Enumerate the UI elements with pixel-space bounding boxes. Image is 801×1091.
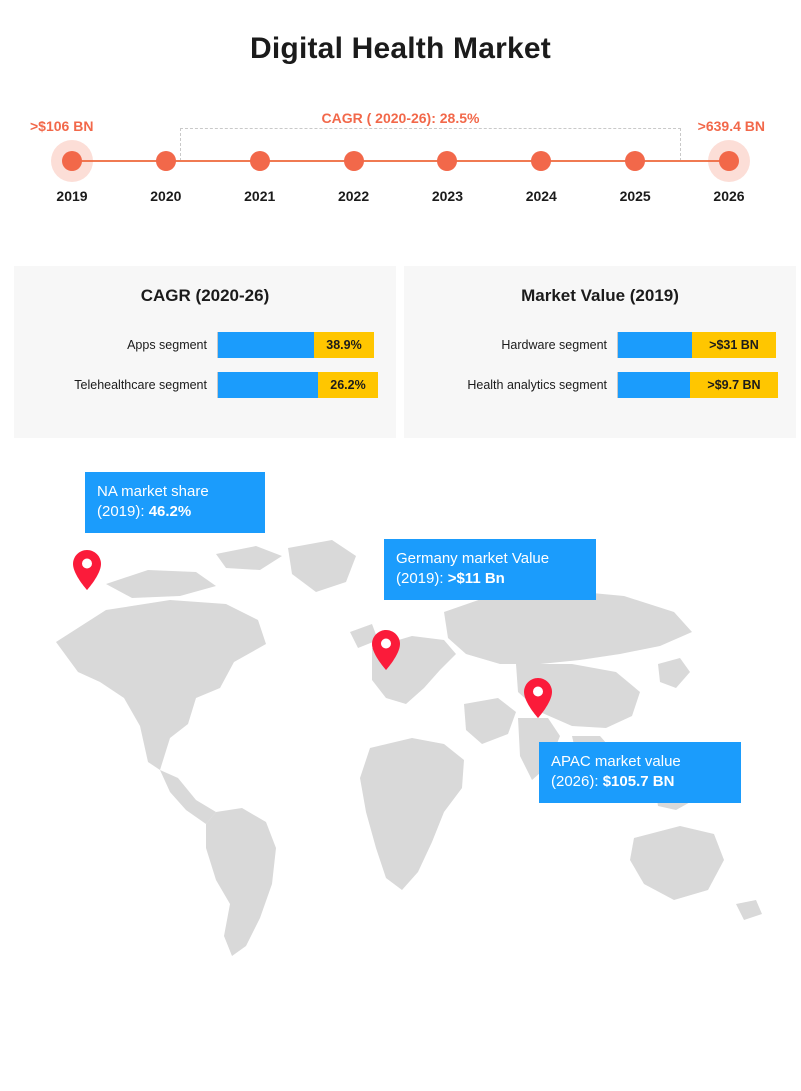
callout-germany-market-value bbox=[384, 539, 596, 600]
timeline-dot-2026 bbox=[719, 151, 739, 171]
callout-text: Germany market Value (2019): bbox=[396, 550, 550, 588]
timeline-start-value: >$106 BN bbox=[30, 118, 94, 134]
bar-value-label: 26.2% bbox=[318, 372, 378, 398]
timeline-dot-2025 bbox=[625, 151, 645, 171]
timeline-dot-2024 bbox=[531, 151, 551, 171]
callout-text: NA market share (2019): bbox=[97, 483, 209, 521]
timeline-year-2025: 2025 bbox=[619, 188, 651, 204]
callout-value: 46.2% bbox=[148, 503, 192, 521]
callout-value: >$11 Bn bbox=[447, 570, 505, 588]
timeline-year-2020: 2020 bbox=[150, 188, 182, 204]
bar-segment-blue bbox=[218, 332, 314, 358]
timeline-cagr-label: CAGR ( 2020-26): 28.5% bbox=[321, 110, 480, 126]
world-map-section bbox=[0, 472, 801, 992]
panel-cagr-bars bbox=[32, 332, 378, 398]
bar-row bbox=[32, 332, 378, 358]
timeline-year-2019: 2019 bbox=[56, 188, 88, 204]
timeline-dot-2020 bbox=[156, 151, 176, 171]
bar-value-label: >$9.7 BN bbox=[690, 372, 778, 398]
timeline-year-2024: 2024 bbox=[525, 188, 557, 204]
timeline-year-2023: 2023 bbox=[431, 188, 463, 204]
callout-value: $105.7 BN bbox=[602, 773, 675, 791]
panel-cagr bbox=[14, 266, 396, 438]
bar-track bbox=[617, 372, 778, 398]
bar-row bbox=[32, 372, 378, 398]
bar-label: Hardware segment bbox=[501, 338, 607, 352]
callout-text: APAC market value (2026): bbox=[551, 753, 681, 791]
stat-panels bbox=[14, 266, 787, 438]
timeline-dot-2022 bbox=[344, 151, 364, 171]
bar-track bbox=[217, 372, 378, 398]
timeline-dot-2019 bbox=[62, 151, 82, 171]
bar-track bbox=[617, 332, 776, 358]
timeline-year-2022: 2022 bbox=[337, 188, 370, 204]
bar-segment-blue bbox=[618, 372, 690, 398]
timeline-year-2021: 2021 bbox=[244, 188, 276, 204]
bar-row bbox=[422, 332, 778, 358]
bar-track bbox=[217, 332, 374, 358]
bar-label: Health analytics segment bbox=[467, 378, 607, 392]
bar-label: Apps segment bbox=[127, 338, 207, 352]
callout-apac-market-value bbox=[539, 742, 741, 803]
bar-row bbox=[422, 372, 778, 398]
timeline-dot-2023 bbox=[437, 151, 457, 171]
pin-germany[interactable] bbox=[371, 629, 401, 671]
bar-label: Telehealthcare segment bbox=[74, 378, 207, 392]
panel-cagr-title: CAGR (2020-26) bbox=[140, 286, 270, 305]
timeline-end-value: >639.4 BN bbox=[697, 118, 765, 134]
bar-segment-blue bbox=[618, 332, 692, 358]
page-title: Digital Health Market bbox=[250, 32, 551, 65]
timeline-dot-2021 bbox=[250, 151, 270, 171]
timeline-year-2026: 2026 bbox=[713, 188, 745, 204]
panel-market-value-bars bbox=[422, 332, 778, 398]
bar-value-label: 38.9% bbox=[314, 332, 374, 358]
pin-north-america[interactable] bbox=[72, 549, 102, 591]
pin-apac[interactable] bbox=[523, 677, 553, 719]
callout-na-market-share bbox=[85, 472, 265, 533]
panel-market-value bbox=[404, 266, 796, 438]
bar-value-label: >$31 BN bbox=[692, 332, 776, 358]
bar-segment-blue bbox=[218, 372, 318, 398]
panel-market-value-title: Market Value (2019) bbox=[521, 286, 679, 305]
timeline-chart bbox=[30, 104, 771, 214]
